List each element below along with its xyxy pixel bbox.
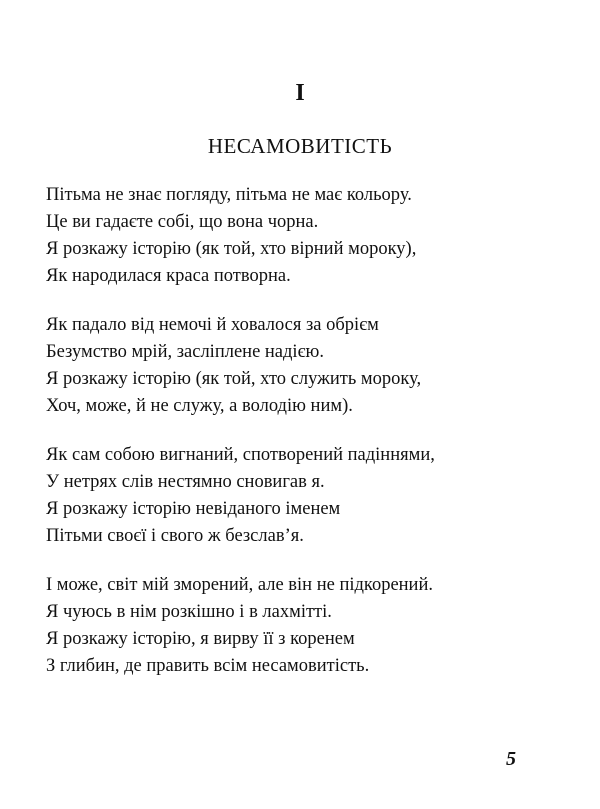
section-number: I [295,80,305,106]
poem-line: Пітьма не знає погляду, пітьма не має кольору. [46,185,412,205]
poem-line: І може, світ мій зморений, але він не підкорений. [46,575,433,595]
stanza-1 [46,182,546,290]
poem-line: Я розкажу історію невіданого іменем [46,499,341,519]
poem-title: НЕСАМОВИТІСТЬ [207,134,393,158]
poem-line: Я розкажу історію (як той, хто служить мороку, [46,369,422,389]
stanza-3 [46,442,546,550]
poem-line: З глибин, де править всім несамовитість. [46,656,370,676]
stanza-2 [46,312,546,420]
poem-line: У нетрях слів нестямно сновигав я. [46,472,325,492]
poem-line: Як сам собою вигнаний, спотворений падіннями, [46,445,435,465]
poem-line: Як народилася краса потворна. [46,266,291,286]
stanza-4 [46,572,546,680]
poem-line: Безумство мрій, засліплене надією. [46,342,324,362]
poem-line: Я розкажу історію, я вирву її з коренем [46,629,355,649]
poem-line: Я чуюсь в нім розкішно і в лахмітті. [46,602,332,622]
poem-line: Пітьми своєї і свого ж безслав’я. [46,526,304,546]
poem-line: Це ви гадаєте собі, що вона чорна. [46,212,319,232]
poem-line: Як падало від немочі й ховалося за обрієм [46,315,379,335]
page-number: 5 [506,748,516,770]
poem-line: Я розкажу історію (як той, хто вірний мороку), [46,239,417,259]
poem-line: Хоч, може, й не служу, а володію ним). [46,396,353,416]
